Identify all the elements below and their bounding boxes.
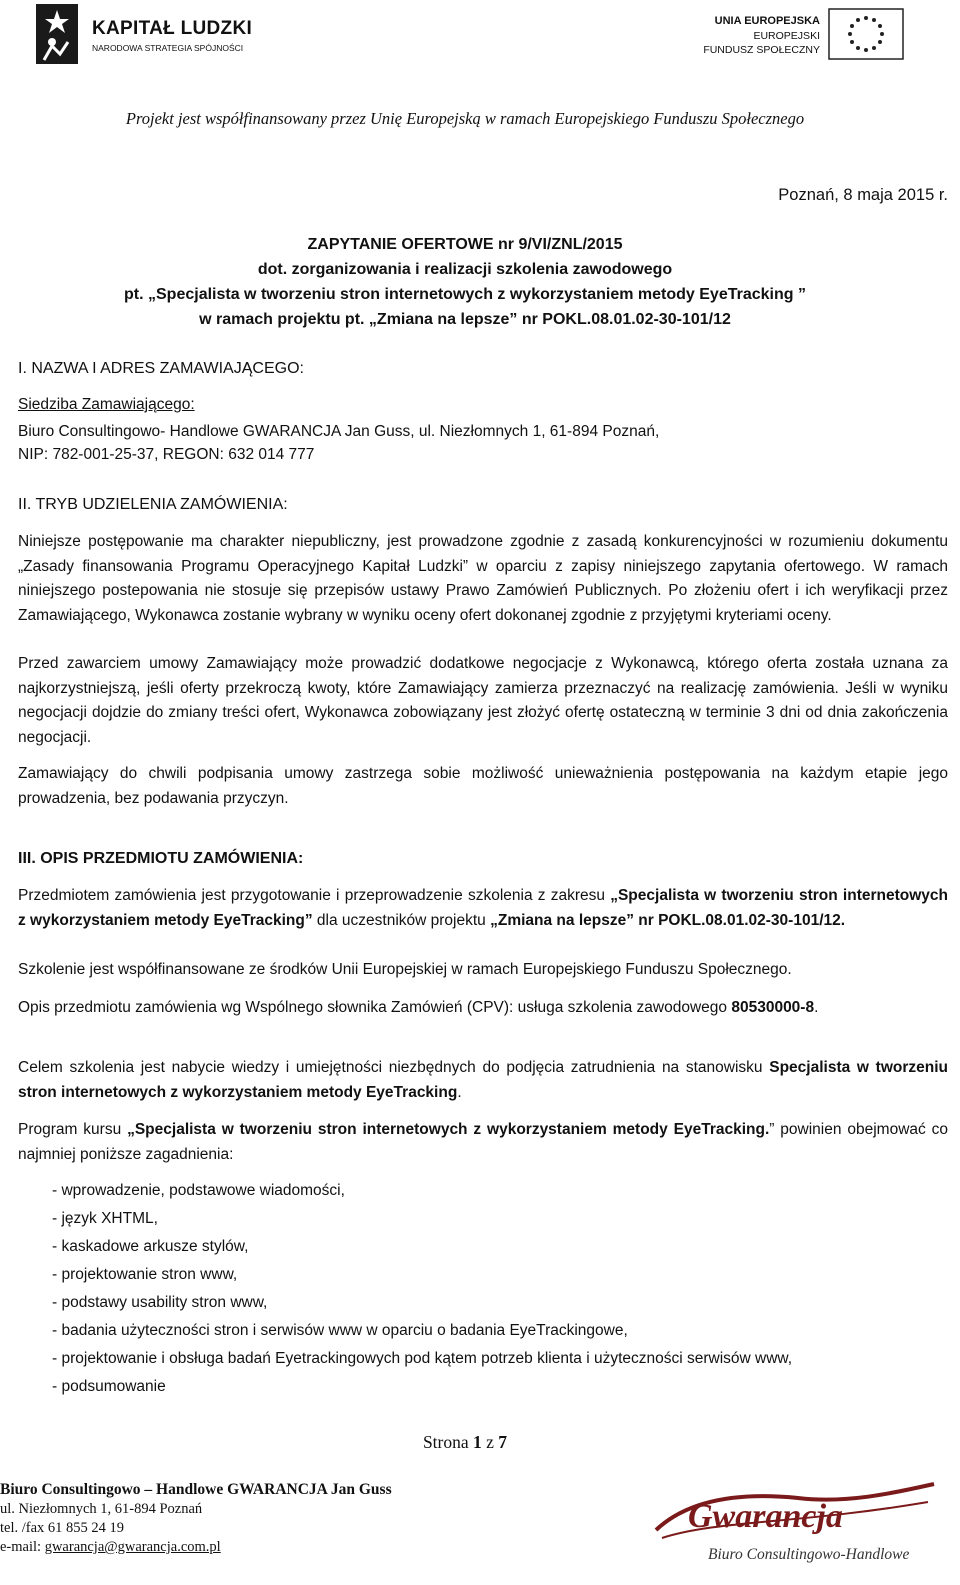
footer-email-line [0, 1539, 221, 1556]
seat-label: Siedziba Zamawiającego: [18, 396, 195, 413]
title-line-2: dot. zorganizowania i realizacji szkolenia zawodowego [257, 261, 673, 278]
footer-company: Biuro Consultingowo – Handlowe GWARANCJA Jan Guss [0, 1481, 392, 1498]
ordering-party-ids: NIP: 782-001-25-37, REGON: 632 014 777 [18, 446, 315, 463]
p5-text-a: Program kursu [18, 1121, 128, 1138]
section-1-heading: I. NAZWA I ADRES ZAMAWIAJĄCEGO: [18, 360, 304, 377]
section-3-paragraph-4 [18, 1056, 948, 1105]
section-3-paragraph-5 [18, 1118, 948, 1167]
section-2-paragraph-2: Przed zawarciem umowy Zamawiający może prowadzić dodatkowe negocjacje z Wykonawcą, którego oferta została uznana za najkorzystniejszą, jeśli oferty przekroczą kwoty, które Zamawiający zamierza przeznaczyć na realizację zamówienia. Jeśli w wyniku negocjacji dojdzie do zmiany treści ofert, Wykonawca zobowiązany jest złożyć ofertę ostateczną w terminie 3 dni od dnia zakończenia negocjacji. [18, 655, 948, 746]
section-3-paragraph-3 [18, 996, 948, 1021]
p1-training-name: „Specjalista w tworzeniu stron internetowych z wykorzystaniem metody EyeTracking” [18, 887, 948, 929]
list-item: - wprowadzenie, podstawowe wiadomości, [52, 1182, 345, 1199]
p3-text-c: . [814, 999, 819, 1016]
footer-email-link[interactable]: gwarancja@gwarancja.com.pl [44, 1539, 221, 1555]
list-item: - język XHTML, [52, 1210, 158, 1227]
cofinance-note: Projekt jest współfinansowany przez Unię Europejską w ramach Europejskiego Funduszu Społecznego [125, 109, 805, 128]
footer-street: ul. Niezłomnych 1, 61-894 Poznań [0, 1501, 203, 1517]
eu-flag-icon [828, 8, 904, 60]
cpv-code: 80530000-8 [731, 999, 815, 1016]
section-2-paragraph-3: Zamawiający do chwili podpisania umowy zastrzega sobie możliwość unieważnienia postępowania na każdym etapie jego prowadzenia, bez podawania przyczyn. [18, 765, 948, 807]
list-item: - badania użyteczności stron i serwisów www w oparciu o badania EyeTrackingowe, [52, 1322, 628, 1339]
p1-project-name: „Zmiana na lepsze” nr POKL.08.01.02-30-101/12. [490, 911, 846, 929]
p5-text-c: ” powinien obejmować co najmniej poniższe zagadnienia: [18, 1121, 948, 1163]
page-indicator [0, 1432, 930, 1453]
eu-logo-line1: UNIA EUROPEJSKA [714, 15, 820, 27]
title-line-1: ZAPYTANIE OFERTOWE nr 9/VI/ZNL/2015 [307, 236, 623, 253]
footer-phone: tel. /fax 61 855 24 19 [0, 1520, 125, 1536]
gwarancja-logo-tagline: Biuro Consultingowo-Handlowe [708, 1546, 910, 1563]
eu-logo-line3: FUNDUSZ SPOŁECZNY [703, 44, 820, 56]
eu-logo-line2: EUROPEJSKI [753, 30, 820, 42]
document-date: Poznań, 8 maja 2015 r. [778, 186, 948, 204]
gwarancja-logo [648, 1478, 943, 1583]
list-item: - podsumowanie [52, 1378, 166, 1395]
gwarancja-logo-word: Gwarancja [688, 1498, 843, 1535]
list-item: - projektowanie i obsługa badań Eyetrackingowych pod kątem potrzeb klienta i użyteczności serwisów www, [52, 1350, 793, 1367]
title-line-3: pt. „Specjalista w tworzeniu stron internetowych z wykorzystaniem metody EyeTracking ” [124, 286, 806, 303]
kl-logo-subtitle: NARODOWA STRATEGIA SPÓJNOŚCI [92, 43, 244, 53]
section-3-paragraph-2: Szkolenie jest współfinansowane ze środków Unii Europejskiej w ramach Europejskiego Funduszu Społecznego. [18, 961, 792, 978]
p3-text-a: Opis przedmiotu zamówienia wg Wspólnego słownika Zamówień (CPV): usługa szkolenia zawodowego [18, 999, 732, 1016]
footer-email-label: e-mail: [0, 1539, 45, 1555]
list-item: - kaskadowe arkusze stylów, [52, 1238, 249, 1255]
p4-position-name: Specjalista w tworzeniu stron internetowych z wykorzystaniem metody EyeTracking [18, 1059, 948, 1101]
eu-logo [680, 6, 940, 66]
list-item: - projektowanie stron www, [52, 1266, 238, 1283]
page-total: 7 [498, 1432, 508, 1452]
page-prefix: Strona [422, 1432, 474, 1452]
kapital-ludzki-emblem-icon [30, 2, 82, 68]
list-item: - podstawy usability stron www, [52, 1294, 268, 1311]
p5-course-name: „Specjalista w tworzeniu stron internetowych z wykorzystaniem metody EyeTracking. [127, 1121, 770, 1138]
p4-text-c: . [457, 1083, 462, 1101]
kapital-ludzki-logo [30, 2, 253, 68]
section-2-paragraph-1: Niniejsze postępowanie ma charakter niepubliczny, jest prowadzone zgodnie z zasadą konkurencyjności w rozumieniu dokumentu „Zasady finansowania Programu Operacyjnego Kapitał Ludzki” w oparciu z zapisy niniejszego zapytania ofertowego. W ramach niniejszego postepowania nie stosuje się przepisów ustawy Prawo Zamówień Publicznych. Po złożeniu ofert i ich weryfikacji przez Zamawiającego, Wykonawca zostanie wybrany w wyniku oceny ofert dokonanej zgodnie z przyjętymi kryteriami oceny. [18, 533, 948, 624]
kl-logo-title: KAPITAŁ LUDZKI [92, 18, 253, 39]
ordering-party-address: Biuro Consultingowo- Handlowe GWARANCJA Jan Guss, ul. Niezłomnych 1, 61-894 Poznań, [18, 423, 660, 440]
p1-text-c: dla uczestników projektu [312, 911, 491, 929]
p1-text-a: Przedmiotem zamówienia jest przygotowanie i przeprowadzenie szkolenia z zakresu [18, 887, 611, 904]
page-mid: z [481, 1432, 499, 1452]
page-current: 1 [473, 1432, 482, 1452]
title-line-4: w ramach projektu pt. „Zmiana na lepsze” nr POKL.08.01.02-30-101/12 [199, 311, 731, 328]
p4-text-a: Celem szkolenia jest nabycie wiedzy i umiejętności niezbędnych do podjęcia zatrudnienia na stanowisku [18, 1059, 770, 1076]
section-2-heading: II. TRYB UDZIELENIA ZAMÓWIENIA: [18, 496, 288, 513]
section-3-paragraph-1 [18, 884, 948, 933]
section-3-heading: III. OPIS PRZEDMIOTU ZAMÓWIENIA: [18, 850, 304, 867]
